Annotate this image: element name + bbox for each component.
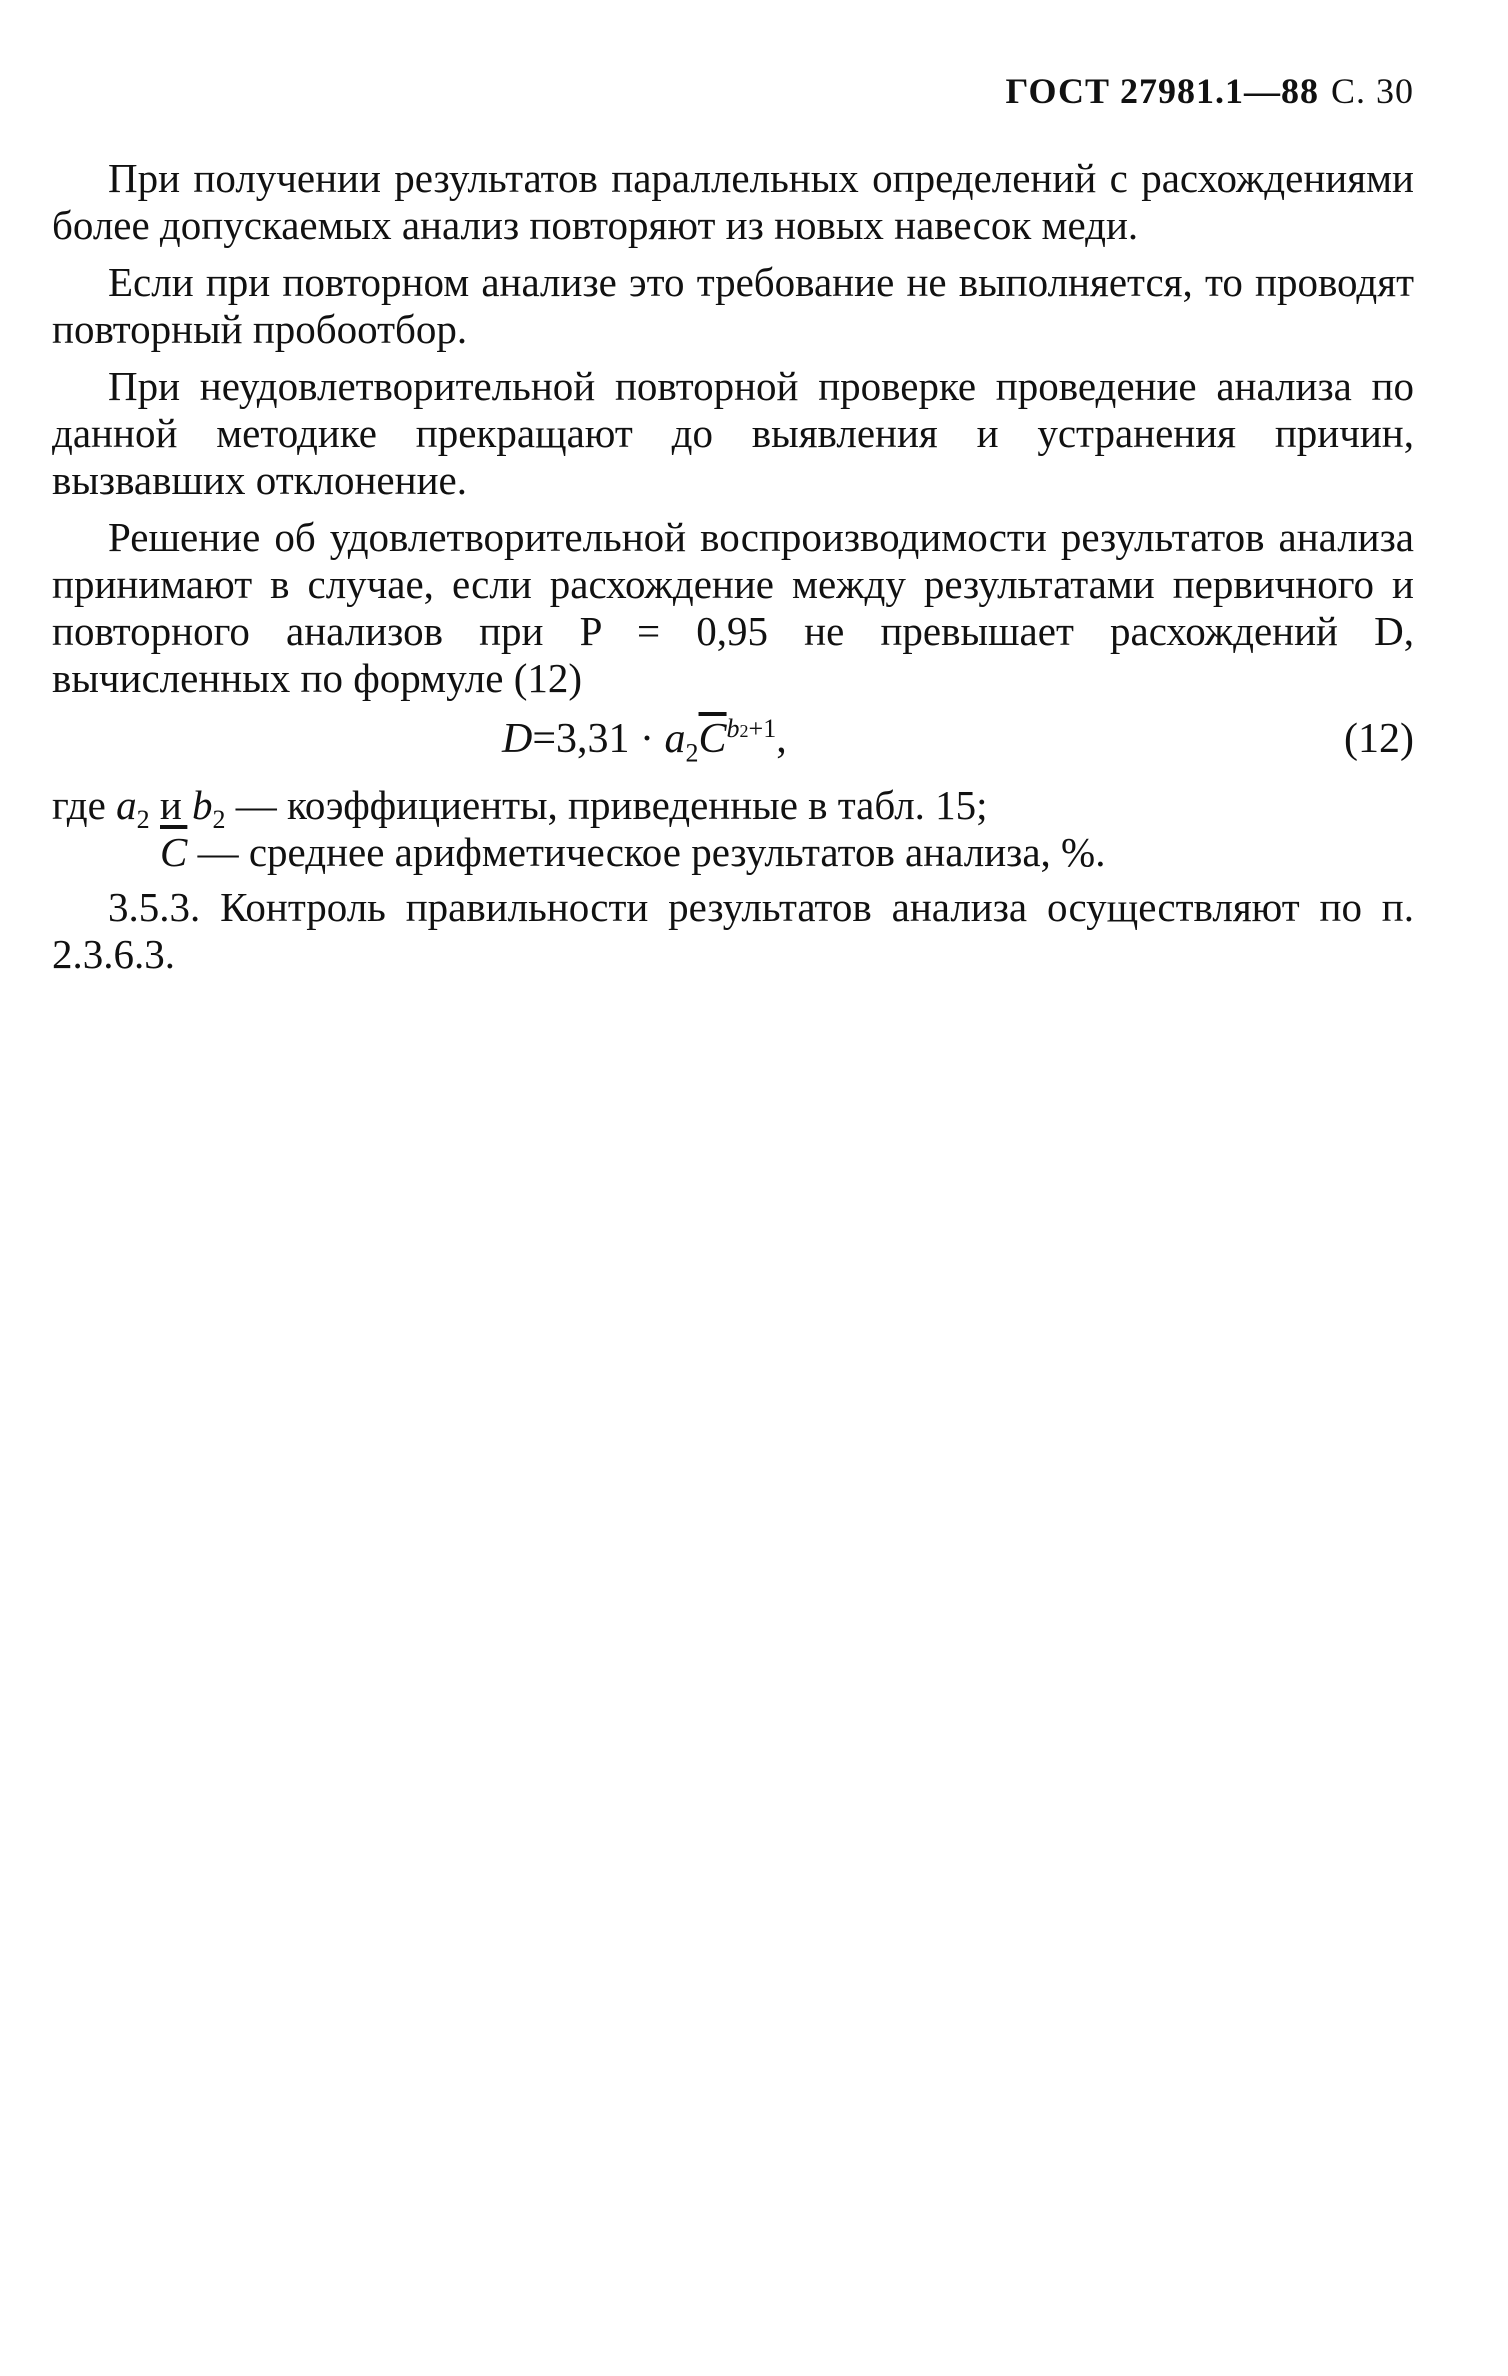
where-c-text: — среднее арифметическое результатов анализа, %. bbox=[187, 829, 1106, 875]
where-mean bbox=[52, 829, 1414, 876]
formula-coef: 3,31 · bbox=[556, 716, 665, 762]
formula-exp-b: b bbox=[726, 714, 740, 743]
where-text: — коэффициенты, приведенные в табл. 15; bbox=[225, 782, 988, 828]
where-a-sub: 2 bbox=[136, 805, 150, 835]
formula-comma: , bbox=[776, 716, 787, 762]
formula-a-sub: 2 bbox=[685, 738, 699, 768]
formula-number: (12) bbox=[1344, 716, 1414, 762]
paragraph-2: Если при повторном анализе это требование не выполняется, то проводят повторный пробоотбор. bbox=[52, 259, 1414, 352]
standard-code: ГОСТ 27981.1—88 bbox=[1005, 71, 1319, 111]
where-c: $\overline{C}$ bbox=[160, 829, 188, 875]
paragraph-4: Решение об удовлетворительной воспроизводимости результатов анализа принимают в случае, если расхождение между результатами первичного и повторного анализов при P = 0,95 не превышает расхождений D, вычисленных по формуле (12) bbox=[52, 514, 1414, 701]
formula-c: $\overline{C}$ bbox=[698, 716, 727, 762]
where-b: b bbox=[192, 782, 213, 828]
formula-lhs: D bbox=[502, 716, 533, 762]
paragraph-1: При получении результатов параллельных определений с расхождениями более допускаемых анализ повторяют из новых навесок меди. bbox=[52, 155, 1414, 248]
where-a: a bbox=[116, 782, 137, 828]
paragraph-3: При неудовлетворительной повторной проверке проведение анализа по данной методике прекращают до выявления и устранения причин, вызвавших отклонение. bbox=[52, 363, 1414, 503]
formula-exp-b-sub: 2 bbox=[739, 721, 749, 741]
where-prefix: где bbox=[52, 782, 117, 828]
body-text bbox=[52, 155, 1414, 988]
where-b-sub: 2 bbox=[212, 805, 226, 835]
formula-equals: = bbox=[532, 716, 557, 762]
formula-exponent bbox=[727, 714, 777, 743]
formula-exp-rest: +1 bbox=[748, 714, 777, 743]
where-coefficients bbox=[52, 782, 1414, 835]
page-number: С. 30 bbox=[1330, 71, 1414, 111]
formula-block bbox=[52, 712, 1414, 776]
where-and: и bbox=[149, 782, 193, 828]
formula bbox=[502, 714, 787, 768]
paragraph-3-5-3: 3.5.3. Контроль правильности результатов анализа осуществляют по п. 2.3.6.3. bbox=[52, 884, 1414, 977]
page-header bbox=[1006, 70, 1414, 112]
formula-a: a bbox=[664, 716, 686, 762]
